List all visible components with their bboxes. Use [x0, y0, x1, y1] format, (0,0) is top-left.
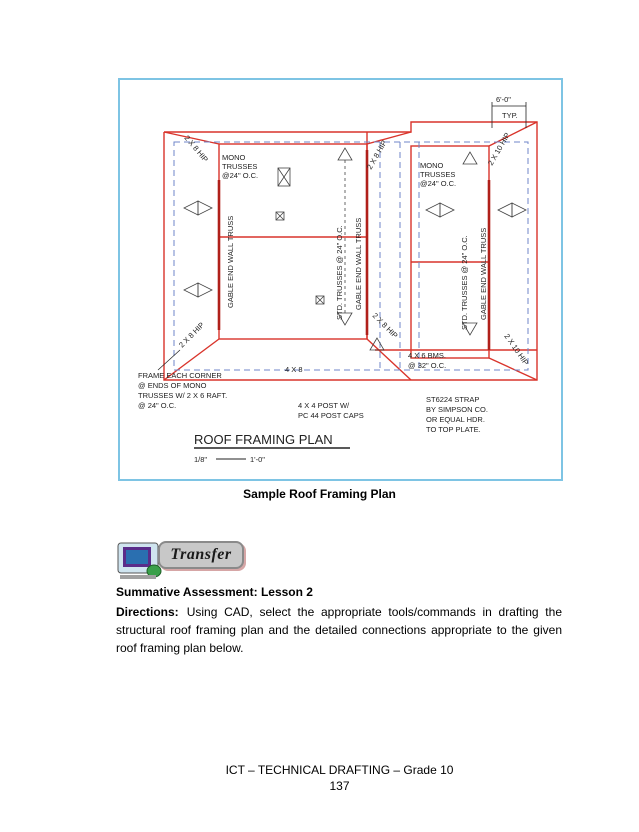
mono-left-3: @24" O.C.: [222, 171, 259, 180]
post-note-1: 4 X 4 POST W/: [298, 401, 350, 410]
hip-tl-label: 2 X 8 HIP: [182, 133, 211, 164]
truss-marks: [276, 168, 324, 304]
gable-right-label: GABLE END WALL TRUSS: [479, 227, 488, 320]
beam-4x8-label: 4 X 8: [285, 365, 303, 374]
bms-note-2: @ 32" O.C.: [408, 361, 447, 370]
scale-right: 1'-0": [250, 455, 265, 464]
figure-caption: Sample Roof Framing Plan: [243, 487, 396, 501]
frame-note-2: @ ENDS OF MONO: [138, 381, 207, 390]
mono-left-2: TRUSSES: [222, 162, 258, 171]
page-number: 137: [329, 779, 350, 793]
strap-note-4: TO TOP PLATE.: [426, 425, 481, 434]
directions-paragraph: [116, 603, 562, 657]
strap-note-3: OR EQUAL HDR.: [426, 415, 485, 424]
mono-right-3: @24" O.C.: [420, 179, 457, 188]
footer-title: ICT – TECHNICAL DRAFTING – Grade 10: [225, 763, 454, 777]
scale-left: 1/8": [194, 455, 208, 464]
hip-bm-label: 2 X 8 HIP: [370, 311, 400, 341]
frame-note-1: FRAME EACH CORNER: [138, 371, 222, 380]
hip-br-label: 2 X 10 HIP: [502, 331, 531, 367]
hip-tm-label: 2 X 8 HIP: [364, 138, 389, 171]
transfer-badge: Transfer: [158, 541, 244, 569]
roof-framing-plan-figure: [118, 78, 563, 481]
strap-note-2: BY SIMPSON CO.: [426, 405, 488, 414]
hip-bl-label: 2 X 8 HIP: [177, 320, 207, 350]
mono-left-1: MONO: [222, 153, 246, 162]
mono-right-2: TRUSSES: [420, 170, 456, 179]
bms-note-1: 4 X 6 BMS.: [408, 351, 446, 360]
assessment-heading: Summative Assessment: Lesson 2: [116, 585, 313, 599]
gable-left-label: GABLE END WALL TRUSS: [226, 215, 235, 308]
mono-right-1: MONO: [420, 161, 444, 170]
std-right-label: STD. TRUSSES @ 24" O.C.: [460, 235, 469, 330]
dim-top-label: 6'-0": [496, 95, 511, 104]
typ-label: TYP.: [502, 111, 518, 120]
gable-mid-label: GABLE END WALL TRUSS: [354, 217, 363, 310]
roof-framing-plan-drawing: [120, 80, 561, 479]
frame-note-3: TRUSSES W/ 2 X 6 RAFT.: [138, 391, 228, 400]
hip-tr-label: 2 X 10 HIP: [485, 131, 512, 167]
plan-title: ROOF FRAMING PLAN: [194, 432, 333, 447]
post-note-2: PC 44 POST CAPS: [298, 411, 364, 420]
directions-label: Directions:: [116, 605, 179, 619]
strap-note-1: ST6224 STRAP: [426, 395, 480, 404]
frame-leader: [158, 350, 180, 370]
frame-note-4: @ 24" O.C.: [138, 401, 177, 410]
std-mid-label: STD. TRUSSES @ 24" O.C.: [335, 225, 344, 320]
directions-text: Using CAD, select the appropriate tools/commands in drafting the structural roof framing plan and the detailed connections appropriate to the given roof framing plan below.: [116, 605, 562, 655]
